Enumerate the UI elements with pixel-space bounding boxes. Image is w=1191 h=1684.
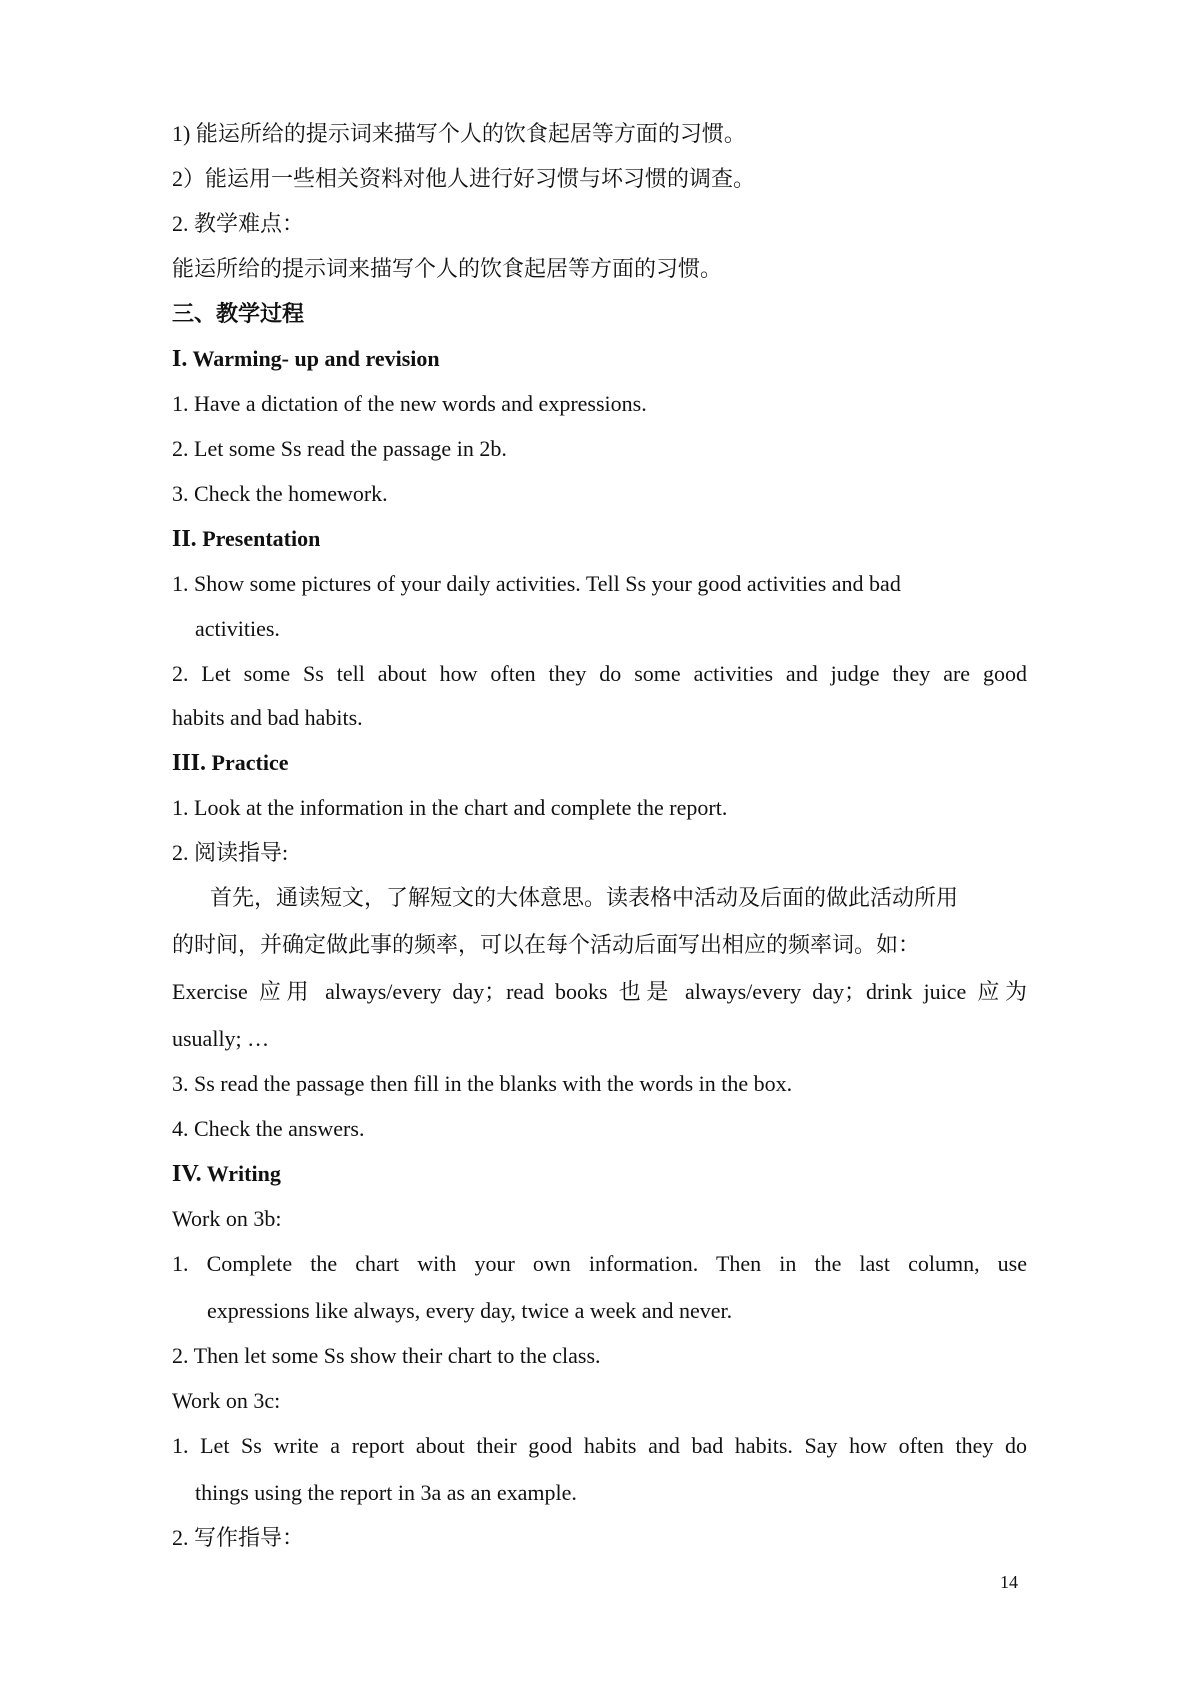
step-3-item-1: 1. Look at the information in the chart and complete the report. xyxy=(172,795,728,820)
step-2-item-1: 1. Show some pictures of your daily activities. Tell Ss your good activities and bad xyxy=(172,571,901,596)
step-3-item-2: 2. 阅读指导: xyxy=(172,840,289,865)
step-4-3c-item-1: 1. Let Ss write a report about their good habits and bad habits. Say how often they do xyxy=(172,1433,1027,1458)
step-2-title: Presentation xyxy=(202,526,321,551)
difficulty-heading: 2. 教学难点： xyxy=(172,211,305,236)
roman-numeral-2: II. xyxy=(172,526,197,552)
step-1-item-2: 2. Let some Ss read the passage in 2b. xyxy=(172,436,507,461)
step-1-item-3: 3. Check the homework. xyxy=(172,481,388,506)
step-2-heading xyxy=(172,523,1027,555)
step-3-item-3: 3. Ss read the passage then fill in the blanks with the words in the box. xyxy=(172,1071,793,1096)
step-1-item-1: 1. Have a dictation of the new words and expressions. xyxy=(172,391,647,416)
step-4-3c-item-1-cont: things using the report in 3a as an example. xyxy=(195,1480,577,1505)
step-4-3b-item-1: 1. Complete the chart with your own information. Then in the last column, use xyxy=(172,1251,1027,1276)
step-4-3b-item-2: 2. Then let some Ss show their chart to the class. xyxy=(172,1343,601,1368)
document-page xyxy=(172,118,1027,1567)
work-on-3c-label: Work on 3c: xyxy=(172,1388,281,1413)
step-2-item-2: 2. Let some Ss tell about how often they do some activities and judge they are good xyxy=(172,661,1027,686)
step-1-heading xyxy=(172,343,1027,375)
step-4-3b-item-1-cont: expressions like always, every day, twice a week and never. xyxy=(207,1298,733,1323)
reading-guide-line-1: 首先，通读短文，了解短文的大体意思。读表格中活动及后面的做此活动所用 xyxy=(210,885,959,910)
step-2-item-1-cont: activities. xyxy=(195,616,280,641)
step-2-item-2-cont: habits and bad habits. xyxy=(172,705,363,730)
work-on-3b-label: Work on 3b: xyxy=(172,1206,282,1231)
step-4-title: Writing xyxy=(206,1161,281,1186)
difficulty-text: 能运所给的提示词来描写个人的饮食起居等方面的习惯。 xyxy=(172,256,723,281)
step-3-title: Practice xyxy=(211,750,289,775)
roman-numeral-1: I. xyxy=(172,346,188,372)
objective-1: 1) 能运所给的提示词来描写个人的饮食起居等方面的习惯。 xyxy=(172,121,746,146)
reading-guide-line-2: 的时间，并确定做此事的频率，可以在每个活动后面写出相应的频率词。如： xyxy=(172,932,921,957)
step-1-title: Warming- up and revision xyxy=(192,346,440,371)
reading-guide-line-3: Exercise 应用 always/every day；read books 也是 always/every day；drink juice 应为 xyxy=(172,979,1027,1004)
roman-numeral-3: III. xyxy=(172,750,207,776)
page-number: 14 xyxy=(1000,1572,1018,1592)
section-teaching-process: 三、教学过程 xyxy=(172,301,305,326)
reading-guide-line-4: usually; … xyxy=(172,1026,270,1051)
objective-2: 2）能运用一些相关资料对他人进行好习惯与坏习惯的调查。 xyxy=(172,166,756,191)
roman-numeral-4: IV. xyxy=(172,1161,202,1187)
step-4-heading xyxy=(172,1158,1027,1190)
step-3-item-4: 4. Check the answers. xyxy=(172,1116,365,1141)
step-4-3c-item-2: 2. 写作指导： xyxy=(172,1525,305,1550)
step-3-heading xyxy=(172,747,1027,779)
